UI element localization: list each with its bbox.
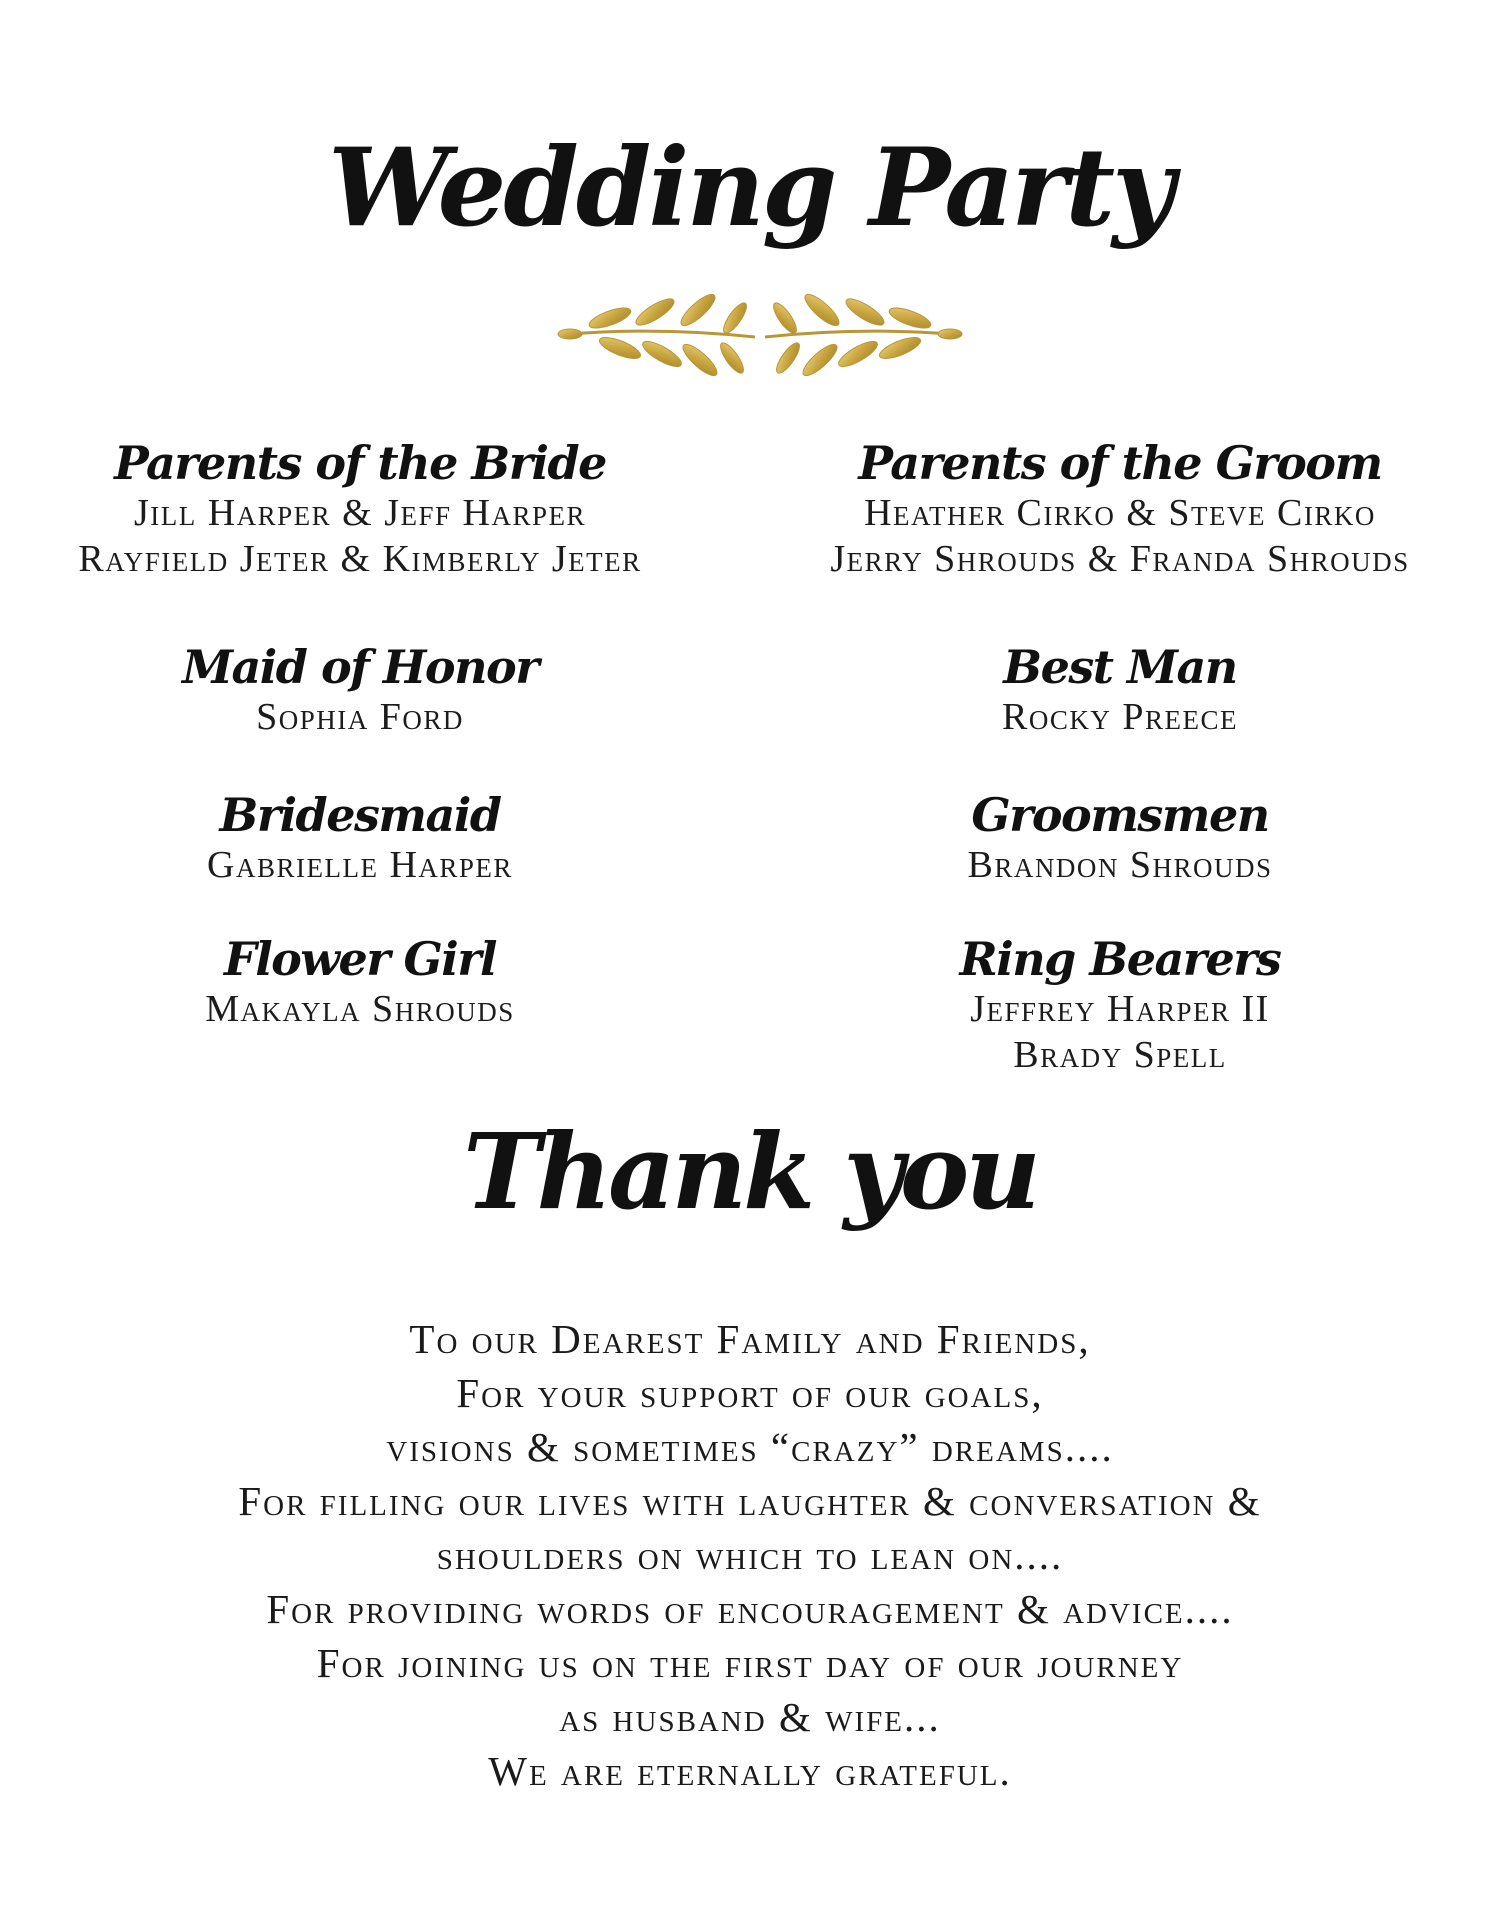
role-name: Heather Cirko & Steve Cirko (864, 492, 1376, 534)
role-title: Maid of Honor (182, 640, 538, 694)
role-ring-bearers (740, 932, 1500, 1078)
message-line: visions & sometimes “crazy” dreams.... (386, 1424, 1114, 1470)
message-line: For joining us on the first day of our journey (316, 1640, 1184, 1686)
role-name: Rayfield Jeter & Kimberly Jeter (78, 538, 642, 580)
role-name: Jerry Shrouds & Franda Shrouds (830, 538, 1410, 580)
role-name: Rocky Preece (1002, 696, 1238, 738)
role-title: Parents of the Groom (858, 436, 1382, 490)
role-title: Best Man (1003, 640, 1237, 694)
message-line: For providing words of encouragement & advice.... (266, 1586, 1234, 1632)
message-line: We are eternally grateful. (488, 1748, 1012, 1794)
role-title: Flower Girl (224, 932, 496, 986)
gold-laurel-icon (550, 282, 970, 392)
role-best-man (740, 640, 1500, 740)
message-line: For your support of our goals, (456, 1370, 1044, 1416)
role-title: Parents of the Bride (114, 436, 606, 490)
role-name: Brady Spell (1013, 1034, 1227, 1076)
role-maid-of-honor (0, 640, 740, 740)
role-flower-girl (0, 932, 740, 1032)
role-name: Jill Harper & Jeff Harper (133, 492, 587, 534)
message-line: For filling our lives with laughter & conversation & (238, 1478, 1262, 1524)
role-name: Brandon Shrouds (967, 844, 1273, 886)
message-line: To our Dearest Family and Friends, (409, 1316, 1091, 1362)
role-bridesmaid (0, 788, 740, 888)
thank-you-message (0, 1312, 1500, 1798)
message-line: as husband & wife... (559, 1694, 941, 1740)
role-name: Makayla Shrouds (205, 988, 515, 1030)
message-line: shoulders on which to lean on.... (436, 1532, 1064, 1578)
role-title: Ring Bearers (959, 932, 1281, 986)
role-groomsmen (740, 788, 1500, 888)
role-name: Jeffrey Harper II (970, 988, 1270, 1030)
page-title: Wedding Party (328, 125, 1172, 251)
role-parents-of-the-bride (0, 436, 740, 582)
role-title: Bridesmaid (219, 788, 501, 842)
role-name: Gabrielle Harper (207, 844, 513, 886)
role-parents-of-the-groom (740, 436, 1500, 582)
role-name: Sophia Ford (256, 696, 464, 738)
role-title: Groomsmen (971, 788, 1269, 842)
thank-you-title: Thank you (463, 1110, 1037, 1233)
